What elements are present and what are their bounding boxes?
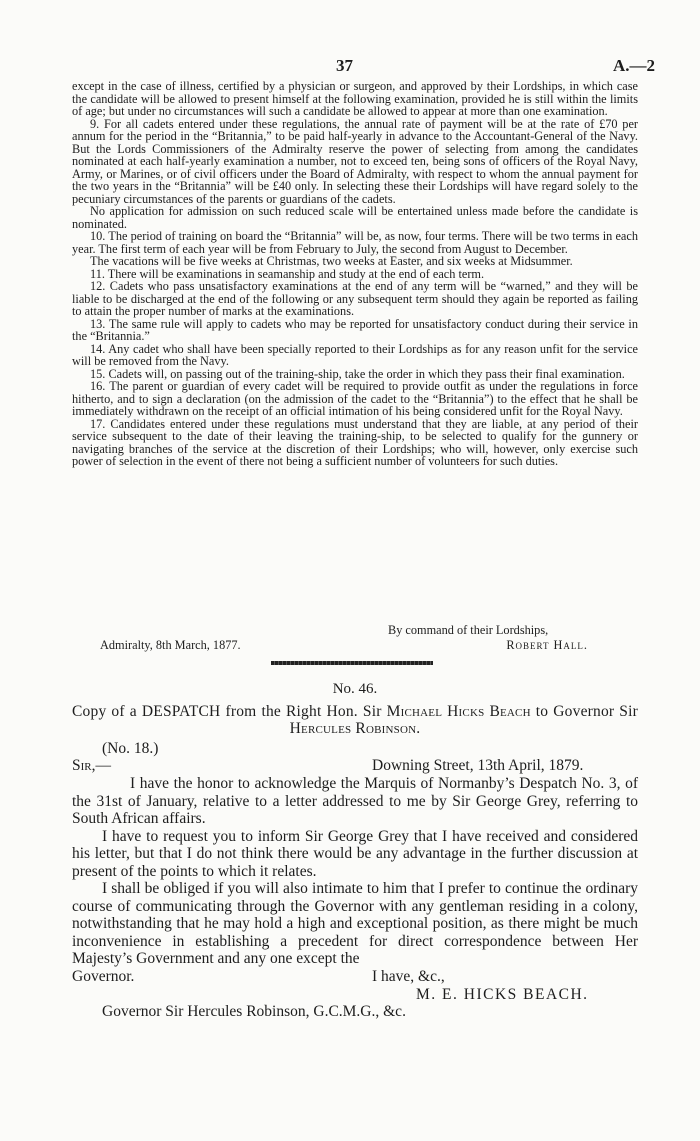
regulation-paragraph: 10. The period of training on board the “Britannia” will be, as now, four terms. There will be two terms in each year. The first term of each year will be from February to July, the second from August to December.: [72, 229, 638, 256]
title-text: .: [416, 720, 421, 737]
signatory-name: Robert Hall.: [506, 638, 588, 652]
regulation-paragraph: 16. The parent or guardian of every cadet will be required to provide outfit as under the regulations in force hitherto, and to sign a declaration (on the admission of the cadet to the “Britannia”) to the effect that he shall be immediately withdrawn on the receipt of an official intimation of his being considered unfit for the Royal Navy.: [72, 379, 638, 418]
title-text: to Governor Sir: [530, 702, 638, 720]
despatch-number: No. 46.: [332, 681, 378, 697]
regulation-paragraph: 11. There will be examinations in seamanship and study at the end of each term.: [90, 266, 485, 281]
page-number: 37: [336, 56, 353, 75]
closing-line: [72, 968, 638, 986]
section-divider: [271, 661, 433, 665]
salutation: Sir,—: [72, 757, 111, 774]
regulations-text: [72, 80, 638, 468]
recipient-name: Hercules Robinson: [289, 720, 417, 737]
by-command-line: By command of their Lordships,: [388, 623, 549, 637]
despatch-signature: M. E. HICKS BEACH.: [416, 985, 589, 1003]
regulation-paragraph: 12. Cadets who pass unsatisfactory examinations at the end of any term will be “warned,” and they will be liable to be discharged at the end of the following or any subsequent term should they again be reported as failing to attain the proper number of marks at the examinations.: [72, 279, 638, 318]
regulation-paragraph: 13. The same rule will apply to cadets who may be reported for unsatisfactory conduct during their service in the “Britannia.”: [72, 316, 638, 343]
page-header: [0, 56, 700, 78]
despatch: [72, 681, 638, 1021]
regulation-paragraph: except in the case of illness, certified by a physician or surgeon, and approved by their Lordships, in which case the candidate will be allowed to present himself at the following examination, provided he is still within the limits of age; but under no circumstances will such a candidate be allowed to appear at more than one examination.: [72, 79, 638, 118]
regulation-paragraph: 9. For all cadets entered under these regulations, the annual rate of payment will be at the rate of £70 per annum for the period in the “Britannia,” to be paid half-yearly in advance to the Accountant-General of the Navy. But the Lords Commissioners of the Admiralty reserve the power of selecting from among the candidates nominated at each half-yearly examination a number, not to exceed ten, being sons of officers of the Royal Navy, Army, or Marines, or of civil officers under the Board of Admiralty, with respect to whom the annual payment for the two years in the “Britannia” will be £40 only. In selecting these their Lordships will have regard solely to the pecuniary circumstances of the parents or guardians of the cadets.: [72, 116, 638, 206]
despatch-date: Downing Street, 13th April, 1879.: [372, 757, 584, 774]
despatch-paragraph: I have to request you to inform Sir George Grey that I have received and considered his letter, but that I do not think there would be any advantage in the further discussion at present of the points to which it relates.: [72, 827, 638, 880]
despatch-reference: (No. 18.): [102, 739, 159, 757]
despatch-paragraph: I have the honor to acknowledge the Marquis of Normanby’s Despatch No. 3, of the 31st of January, relative to a letter addressed to me by Sir George Grey, referring to South African affairs.: [72, 775, 638, 827]
regulation-paragraph: The vacations will be five weeks at Christmas, two weeks at Easter, and six weeks at Midsummer.: [90, 254, 573, 268]
title-text: Copy of a DESPATCH from the Right Hon. Sir: [72, 702, 387, 720]
regulation-paragraph: 17. Candidates entered under these regulations must understand that they are liable, at any period of their service subsequent to the date of their leaving the training-ship, to be selected to qualify for the gunnery or navigating branches of the service at the discretion of their Lordships; who will, however, only exercise such power of selection in the event of there not being a sufficient number of volunteers for such duties.: [72, 416, 638, 468]
document-reference: A.—2: [612, 56, 655, 75]
salutation-line: [72, 757, 638, 775]
despatch-paragraph: I shall be obliged if you will also intimate to him that I prefer to continue the ordinary course of communicating through the Governor with any gentleman residing in a colony, notwithstanding that he may hold a high and exceptional position, as there might be much inconvenience in establishing a precedent for direct correspondence between Her Majesty’s Government and any one except the: [72, 880, 638, 967]
sender-name: Michael Hicks Beach: [386, 702, 531, 720]
regulation-paragraph: 15. Cadets will, on passing out of the training-ship, take the order in which they pass their final examination.: [90, 366, 625, 381]
regulation-paragraph: No application for admission on such reduced scale will be entertained unless made before the candidate is nominated.: [72, 204, 638, 231]
regulation-paragraph: 14. Any cadet who shall have been specially reported to their Lordships as for any reason unfit for the service will be removed from the Navy.: [72, 341, 638, 368]
paragraph-end: Governor.: [72, 967, 135, 985]
despatch-title: [72, 703, 638, 738]
addressee: Governor Sir Hercules Robinson, G.C.M.G., &c.: [102, 1003, 406, 1020]
place-date-line: Admiralty, 8th March, 1877.: [100, 638, 241, 652]
closing-formula: I have, &c.,: [372, 967, 445, 985]
